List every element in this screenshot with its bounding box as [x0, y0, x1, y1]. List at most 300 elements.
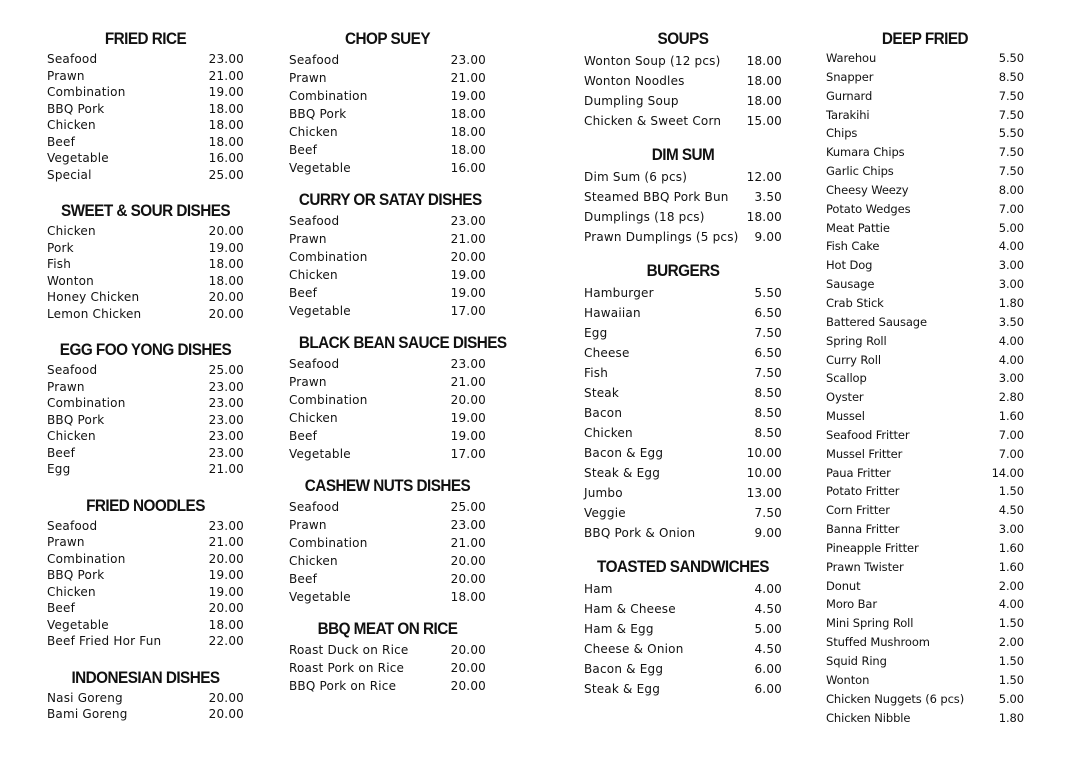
item-price: 20.00: [208, 551, 244, 566]
menu-item: [584, 443, 782, 463]
item-price: 21.00: [450, 536, 486, 550]
item-name: Steamed BBQ Pork Bun: [584, 190, 729, 204]
item-price: 18.00: [208, 273, 244, 288]
item-name: Seafood: [47, 52, 98, 66]
menu-item: [826, 633, 1024, 652]
menu-item: [47, 289, 244, 306]
menu-item: [826, 124, 1024, 143]
item-price: 7.00: [998, 201, 1024, 216]
item-price: 7.50: [998, 88, 1024, 103]
menu-item: [584, 51, 782, 71]
item-name: Vegetable: [289, 161, 351, 175]
menu-section: [584, 554, 782, 699]
item-name: Squid Ring: [826, 654, 887, 668]
item-price: 9.00: [754, 230, 782, 244]
item-price: 18.00: [746, 54, 782, 68]
item-price: 7.00: [998, 427, 1024, 442]
item-name: Steak & Egg: [584, 682, 661, 696]
section-heading: FRIED RICE: [104, 29, 187, 48]
menu-item: [47, 134, 244, 151]
item-name: Chicken: [47, 584, 96, 599]
menu-item: [289, 284, 486, 302]
menu-column-1: [47, 26, 244, 723]
item-name: Potato Fritter: [826, 484, 900, 499]
menu-column-3: [584, 26, 782, 699]
menu-section: [47, 665, 244, 723]
menu-item: [826, 275, 1024, 294]
menu-section: [47, 198, 244, 322]
item-name: Snapper: [826, 69, 874, 84]
menu-item: [47, 256, 244, 273]
item-price: 5.00: [998, 691, 1024, 706]
item-price: 4.50: [754, 602, 782, 616]
item-price: 4.00: [998, 597, 1024, 612]
item-name: Seafood: [47, 518, 98, 533]
menu-item: [47, 223, 244, 240]
menu-item: [826, 200, 1024, 219]
menu-item: [289, 445, 486, 463]
item-price: 19.00: [208, 568, 244, 582]
item-name: Wonton: [826, 672, 870, 687]
item-price: 8.50: [754, 426, 782, 440]
menu-item: [289, 588, 486, 606]
item-price: 4.50: [754, 642, 782, 656]
item-name: Mussel Fritter: [826, 446, 903, 461]
menu-item: [826, 162, 1024, 181]
item-name: Seafood: [289, 500, 340, 514]
item-name: Chicken: [47, 224, 96, 238]
item-name: Banna Fritter: [826, 522, 900, 537]
item-price: 18.00: [746, 210, 782, 224]
item-name: Nasi Goreng: [47, 690, 123, 705]
item-price: 21.00: [450, 375, 486, 389]
menu-item: [826, 237, 1024, 256]
item-name: Donut: [826, 578, 861, 593]
item-name: Crab Stick: [826, 295, 884, 310]
item-name: Bacon & Egg: [584, 446, 664, 460]
item-name: Garlic Chips: [826, 164, 894, 179]
item-price: 18.00: [208, 134, 244, 149]
section-heading: SOUPS: [657, 29, 709, 48]
menu-item: [826, 106, 1024, 125]
item-name: BBQ Pork on Rice: [289, 679, 397, 693]
item-price: 3.00: [998, 522, 1024, 537]
item-price: 19.00: [208, 584, 244, 599]
item-price: 19.00: [208, 85, 244, 99]
menu-item: [584, 363, 782, 383]
item-name: BBQ Pork: [47, 101, 105, 116]
item-price: 21.00: [450, 71, 486, 85]
item-name: Curry Roll: [826, 352, 881, 367]
section-heading: TOASTED SANDWICHES: [597, 557, 769, 576]
item-name: Chicken: [47, 118, 96, 132]
menu-item: [47, 101, 244, 118]
item-name: Beef: [289, 286, 318, 300]
menu-item: [584, 679, 782, 699]
menu-item: [826, 577, 1024, 596]
item-name: Prawn: [289, 518, 327, 532]
item-name: Vegetable: [47, 617, 109, 632]
menu-section: [47, 26, 244, 183]
item-price: 20.00: [450, 572, 486, 586]
item-name: Spring Roll: [826, 333, 887, 348]
item-name: Cheese: [584, 346, 630, 360]
item-name: Pork: [47, 240, 74, 255]
item-price: 4.00: [998, 352, 1024, 367]
menu-item: [584, 463, 782, 483]
menu-section: [584, 142, 782, 247]
item-name: Combination: [47, 551, 126, 566]
item-name: Ham & Cheese: [584, 602, 676, 616]
menu-item: [584, 91, 782, 111]
item-name: Chips: [826, 126, 858, 141]
item-price: 20.00: [450, 679, 486, 693]
item-price: 21.00: [208, 462, 244, 476]
menu-item: [47, 706, 244, 723]
item-name: Combination: [289, 89, 368, 103]
menu-item: [826, 426, 1024, 445]
item-name: Prawn Twister: [826, 559, 904, 574]
item-name: Steak: [584, 386, 620, 400]
menu-item: [826, 256, 1024, 275]
item-name: Beef: [289, 429, 318, 443]
menu-item: [826, 520, 1024, 539]
menu-item: [47, 518, 244, 535]
item-price: 13.00: [746, 486, 782, 500]
item-price: 10.00: [746, 446, 782, 460]
item-name: Chicken Nibble: [826, 710, 911, 725]
menu-item: [47, 567, 244, 584]
menu-item: [47, 240, 244, 257]
item-price: 20.00: [208, 707, 244, 721]
item-price: 15.00: [746, 114, 782, 128]
menu-item: [584, 619, 782, 639]
item-name: Warehou: [826, 51, 877, 65]
menu-item: [826, 539, 1024, 558]
menu-item: [584, 383, 782, 403]
item-name: Chicken: [289, 125, 338, 139]
menu-item: [47, 167, 244, 184]
menu-item: [47, 379, 244, 396]
item-price: 6.50: [754, 346, 782, 360]
menu-item: [584, 167, 782, 187]
item-price: 18.00: [208, 118, 244, 132]
item-name: Honey Chicken: [47, 290, 140, 304]
menu-section: [289, 616, 486, 695]
item-price: 6.00: [754, 682, 782, 696]
item-name: Chicken: [289, 411, 338, 425]
item-name: Beef: [289, 572, 318, 586]
item-price: 16.00: [450, 161, 486, 175]
item-name: Jumbo: [584, 486, 623, 500]
item-name: Bacon & Egg: [584, 662, 664, 676]
item-price: 7.50: [754, 506, 782, 520]
menu-item: [289, 373, 486, 391]
item-price: 18.00: [450, 107, 486, 121]
menu-item: [584, 403, 782, 423]
item-price: 19.00: [450, 286, 486, 300]
item-name: Cheesy Weezy: [826, 182, 909, 197]
menu-item: [826, 501, 1024, 520]
item-name: Beef Fried Hor Fun: [47, 634, 162, 648]
item-name: Fish: [584, 366, 609, 380]
item-name: Dumplings (18 pcs): [584, 210, 705, 224]
item-price: 25.00: [208, 167, 244, 182]
item-name: Tarakihi: [826, 107, 870, 122]
item-price: 6.00: [754, 662, 782, 676]
item-price: 3.00: [998, 277, 1024, 292]
item-price: 23.00: [208, 379, 244, 394]
item-price: 5.50: [998, 51, 1024, 65]
item-price: 20.00: [208, 306, 244, 321]
item-price: 1.80: [998, 295, 1024, 310]
item-name: Prawn Dumplings (5 pcs): [584, 230, 739, 244]
menu-section: [289, 473, 486, 606]
menu-item: [826, 652, 1024, 671]
menu-item: [289, 212, 486, 230]
menu-item: [826, 181, 1024, 200]
menu-item: [289, 498, 486, 516]
menu-item: [826, 595, 1024, 614]
item-price: 25.00: [450, 500, 486, 514]
menu-item: [47, 534, 244, 551]
item-name: Bami Goreng: [47, 707, 128, 721]
menu-item: [826, 369, 1024, 388]
menu-item: [584, 283, 782, 303]
item-name: Combination: [47, 396, 126, 410]
item-name: Seafood: [47, 363, 98, 377]
menu-item: [289, 677, 486, 695]
item-name: Hot Dog: [826, 258, 873, 273]
menu-item: [289, 69, 486, 87]
item-price: 23.00: [208, 445, 244, 460]
item-name: Beef: [47, 134, 76, 149]
item-name: Chicken: [584, 426, 633, 440]
item-price: 4.00: [754, 582, 782, 596]
section-heading: BURGERS: [646, 261, 720, 280]
item-name: BBQ Pork & Onion: [584, 526, 696, 540]
item-name: Vegetable: [289, 447, 351, 461]
menu-item: [47, 617, 244, 634]
item-price: 16.00: [208, 151, 244, 165]
item-price: 18.00: [208, 257, 244, 271]
menu-item: [826, 558, 1024, 577]
menu-item: [289, 51, 486, 69]
item-name: Corn Fritter: [826, 503, 890, 518]
menu-column-2: [289, 26, 507, 695]
menu-item: [47, 362, 244, 379]
item-name: Ham: [584, 582, 613, 596]
item-price: 20.00: [208, 290, 244, 304]
item-price: 7.50: [998, 145, 1024, 160]
menu-item: [47, 117, 244, 134]
menu-section: [289, 26, 486, 177]
menu-item: [826, 671, 1024, 690]
item-price: 7.50: [998, 164, 1024, 179]
item-price: 6.50: [754, 306, 782, 320]
menu-item: [47, 51, 244, 68]
menu-item: [289, 248, 486, 266]
item-price: 5.00: [754, 622, 782, 636]
menu-item: [826, 464, 1024, 483]
item-price: 4.00: [998, 239, 1024, 254]
item-price: 20.00: [208, 690, 244, 705]
menu-item: [289, 355, 486, 373]
section-heading: EGG FOO YONG DISHES: [59, 340, 232, 359]
menu-item: [289, 302, 486, 320]
item-price: 4.50: [998, 503, 1024, 518]
menu-item: [289, 409, 486, 427]
item-name: Dumpling Soup: [584, 94, 679, 108]
item-price: 8.50: [998, 69, 1024, 84]
item-price: 1.60: [998, 409, 1024, 424]
item-name: Moro Bar: [826, 597, 877, 612]
menu-item: [826, 407, 1024, 426]
menu-item: [289, 391, 486, 409]
item-price: 20.00: [450, 661, 486, 675]
item-price: 3.50: [754, 190, 782, 204]
menu-item: [584, 523, 782, 543]
item-name: Cheese & Onion: [584, 642, 684, 656]
item-price: 18.00: [746, 94, 782, 108]
menu-item: [289, 266, 486, 284]
menu-section: [47, 337, 244, 478]
item-name: Bacon: [584, 406, 623, 420]
menu-item: [47, 412, 244, 429]
item-name: BBQ Pork: [47, 412, 105, 427]
section-heading: DIM SUM: [651, 145, 715, 164]
item-name: Paua Fritter: [826, 465, 891, 480]
item-price: 2.80: [998, 390, 1024, 405]
item-name: Mussel: [826, 409, 865, 424]
item-name: Egg: [584, 326, 608, 340]
item-name: Mini Spring Roll: [826, 616, 914, 631]
item-price: 21.00: [208, 68, 244, 83]
item-name: Pineapple Fritter: [826, 540, 919, 555]
menu-item: [584, 227, 782, 247]
menu-item: [826, 219, 1024, 238]
item-price: 23.00: [208, 518, 244, 533]
item-name: Lemon Chicken: [47, 306, 142, 321]
item-name: Wonton Soup (12 pcs): [584, 54, 721, 68]
item-price: 23.00: [450, 214, 486, 228]
item-name: Steak & Egg: [584, 466, 661, 480]
item-name: Chicken: [47, 429, 96, 443]
item-price: 23.00: [208, 412, 244, 427]
menu-item: [826, 313, 1024, 332]
item-price: 1.50: [998, 654, 1024, 668]
item-name: Prawn: [289, 232, 327, 246]
menu-item: [584, 659, 782, 679]
menu-item: [584, 111, 782, 131]
item-name: Chicken: [289, 554, 338, 568]
menu-item: [47, 428, 244, 445]
item-name: Prawn: [289, 71, 327, 85]
menu-item: [584, 599, 782, 619]
menu-section: [47, 493, 244, 650]
menu-section: [289, 330, 507, 463]
menu-item: [826, 294, 1024, 313]
item-price: 19.00: [450, 411, 486, 425]
menu-item: [584, 343, 782, 363]
item-price: 19.00: [450, 429, 486, 443]
item-name: Sausage: [826, 277, 875, 292]
item-price: 3.00: [998, 258, 1024, 273]
item-price: 23.00: [208, 429, 244, 443]
item-price: 8.50: [754, 386, 782, 400]
item-name: Vegetable: [47, 151, 109, 165]
menu-item: [47, 84, 244, 101]
item-price: 20.00: [208, 224, 244, 238]
item-price: 19.00: [208, 240, 244, 255]
menu-item: [289, 534, 486, 552]
item-price: 23.00: [208, 396, 244, 410]
menu-item: [826, 709, 1024, 728]
menu-item: [47, 273, 244, 290]
item-price: 1.50: [998, 672, 1024, 687]
menu-item: [826, 690, 1024, 709]
menu-item: [47, 584, 244, 601]
item-price: 1.50: [998, 616, 1024, 631]
item-name: Roast Duck on Rice: [289, 643, 409, 657]
item-name: Hamburger: [584, 286, 654, 300]
menu-item: [289, 427, 486, 445]
section-heading: CHOP SUEY: [345, 29, 430, 48]
item-price: 19.00: [450, 268, 486, 282]
item-name: Dim Sum (6 pcs): [584, 170, 688, 184]
item-name: Prawn: [47, 535, 85, 549]
menu-item: [584, 579, 782, 599]
item-name: Vegetable: [289, 590, 351, 604]
item-price: 20.00: [450, 393, 486, 407]
menu-item: [47, 461, 244, 478]
item-name: Stuffed Mushroom: [826, 635, 930, 650]
menu-item: [584, 323, 782, 343]
menu-item: [47, 551, 244, 568]
item-price: 23.00: [450, 53, 486, 67]
item-name: Scallop: [826, 371, 867, 386]
menu-column-4: [826, 26, 1024, 727]
item-name: Seafood Fritter: [826, 427, 910, 442]
menu-item: [826, 332, 1024, 351]
item-name: Veggie: [584, 506, 626, 520]
item-name: Beef: [47, 601, 76, 615]
item-name: Egg: [47, 462, 71, 476]
menu-item: [47, 395, 244, 412]
item-price: 22.00: [208, 634, 244, 648]
section-heading: SWEET & SOUR DISHES: [60, 201, 231, 220]
item-price: 8.00: [998, 182, 1024, 197]
item-name: Chicken Nuggets (6 pcs): [826, 691, 965, 706]
menu-item: [289, 123, 486, 141]
menu-item: [826, 445, 1024, 464]
menu-item: [584, 187, 782, 207]
item-price: 8.50: [754, 406, 782, 420]
item-price: 12.00: [746, 170, 782, 184]
item-name: Chicken: [289, 268, 338, 282]
item-price: 21.00: [208, 535, 244, 549]
item-name: BBQ Pork: [47, 568, 105, 582]
menu-section: [289, 187, 486, 320]
menu-item: [584, 303, 782, 323]
menu-section: [826, 26, 1024, 727]
item-name: Seafood: [289, 53, 340, 67]
menu-item: [584, 483, 782, 503]
item-name: Kumara Chips: [826, 145, 905, 160]
menu-item: [47, 68, 244, 85]
menu-item: [289, 641, 486, 659]
item-price: 23.00: [450, 357, 486, 371]
